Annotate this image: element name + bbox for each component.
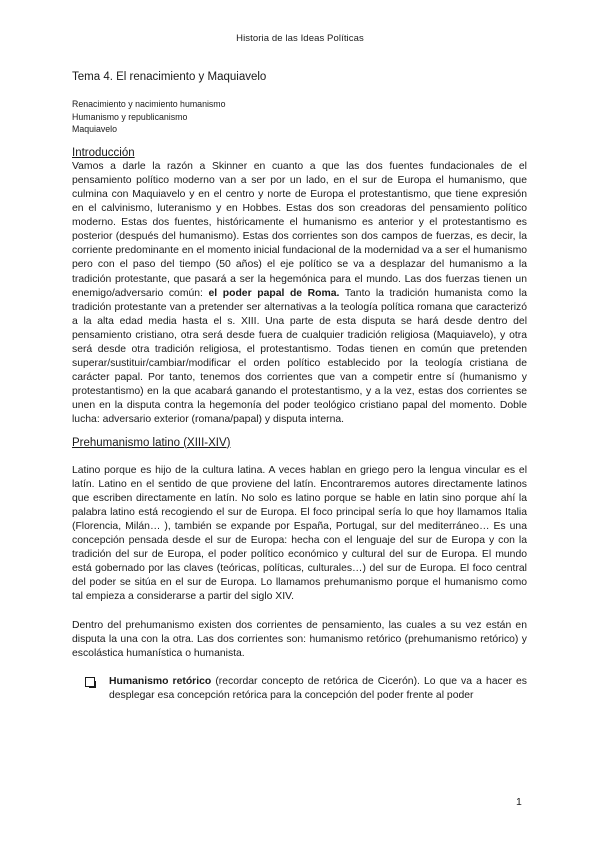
subtopic-item: Renacimiento y nacimiento humanismo	[72, 99, 226, 109]
prehumanismo-paragraph-1: Latino porque es hijo de la cultura latina. A veces hablan en griego pero la lengua vincular es el latín. Latino en el sentido de que proviene del latín. Encontraremos autores directamente latinos que escriben directamente en latín. No solo es latino porque se hable en latin sino porque ahí la palabra latino está recogiendo el sur de Europa. El foco principal sería lo que hoy llamamos Italia (Florencia, Milán… ), también se expande por España, Portugal, sur del mediterráneo… Es una concepción pensada desde el sur de Europa: hecha con el lenguaje del sur de Europa y con la tradición del sur de Europa, el poder político económico y cultural del sur de Europa. El mundo está gobernado por las claves (teóricas, políticas, culturales…) del sur de Europa. El foco central del poder se sitúa en el sur de Europa. Lo llamamos prehumanismo porque el humanismo como tal empieza a considerarse a partir del siglo XIV.	[72, 464, 527, 603]
section-heading-prehumanismo: Prehumanismo latino (XIII-XIV)	[72, 436, 231, 449]
bullet-bold-text: Humanismo retórico	[109, 675, 212, 687]
subtopic-list	[72, 98, 527, 136]
intro-text-before: Vamos a darle la razón a Skinner en cuanto a que las dos fuentes fundacionales de el pensamiento político moderno van a ser por un lado, en el sur de Europa el humanismo, que culmina con Maquiavelo y en el centro y norte de Europa el protestantismo, que tiene expresión en el calvinismo, luteranismo y en Hobbes. Estas dos son creadoras del pensamiento político moderno. Estas dos fuentes, históricamente el humanismo es anterior y el protestantismo es posterior (después del humanismo). Estas dos corrientes son dos campos de fuerzas, es decir, la corriente predominante en el momento inicial fundacional de la modernidad va a ser el humanismo pero con el paso del tiempo (50 años) el eje político se va a desplazar del humanismo a la tradición protestante, que pasará a ser la hegemónica para el mundo. Las dos fuerzas tienen un enemigo/adversario común:	[72, 160, 527, 299]
subtopic-item: Humanismo y republicanismo	[72, 111, 188, 122]
bullet-paragraph	[109, 675, 527, 703]
bullet-humanismo-retorico	[72, 675, 527, 703]
intro-bold-text: el poder papal de Roma.	[208, 287, 340, 299]
running-header: Historia de las Ideas Políticas	[236, 33, 364, 44]
checkbox-bullet-icon	[85, 677, 95, 687]
page-number: 1	[516, 796, 522, 808]
intro-paragraph	[72, 160, 527, 428]
section-heading-introduccion: Introducción	[72, 146, 135, 159]
bullet-text: (recordar concepto de retórica de Cicerón). Lo que va a hacer es desplegar esa concepción retórica para la concepción del poder frente al poder	[109, 675, 527, 701]
page-content	[72, 70, 527, 703]
subtopic-item: Maquiavelo	[72, 124, 117, 135]
topic-title: Tema 4. El renacimiento y Maquiavelo	[72, 71, 267, 83]
prehumanismo-paragraph-2: Dentro del prehumanismo existen dos corrientes de pensamiento, las cuales a su vez están en disputa la una con la otra. Las dos corrientes son: humanismo retórico (prehumanismo retórico) y escolástica humanística o humanista.	[72, 619, 527, 659]
intro-text-after: Tanto la tradición humanista como la tradición protestante van a pretender ser alternativas a la teología política romana que caracterizó a la alta edad media hasta el s. XIII. Una parte de esta disputa se hará desde dentro del pensamiento cristiano, otra será desde fuera de cualquier tradición religiosa (Maquiavelo), y otra será desde otra tradición religiosa, el protestantismo. Todas tienen en común que pretenden superar/sustituir/cambiar/modificar el orden político establecido por la teología cristiana de carácter papal. Por tanto, tenemos dos corrientes que van a competir entre sí (humanismo y protestantismo) en la que acabará ganando el protestantismo, y a la vez, estas dos corrientes se unen en la disputa contra la hegemonía del poder teológico cristiano papal del momento. Doble lucha: adversario exterior (romana/papal) y disputa interna.	[72, 287, 527, 426]
